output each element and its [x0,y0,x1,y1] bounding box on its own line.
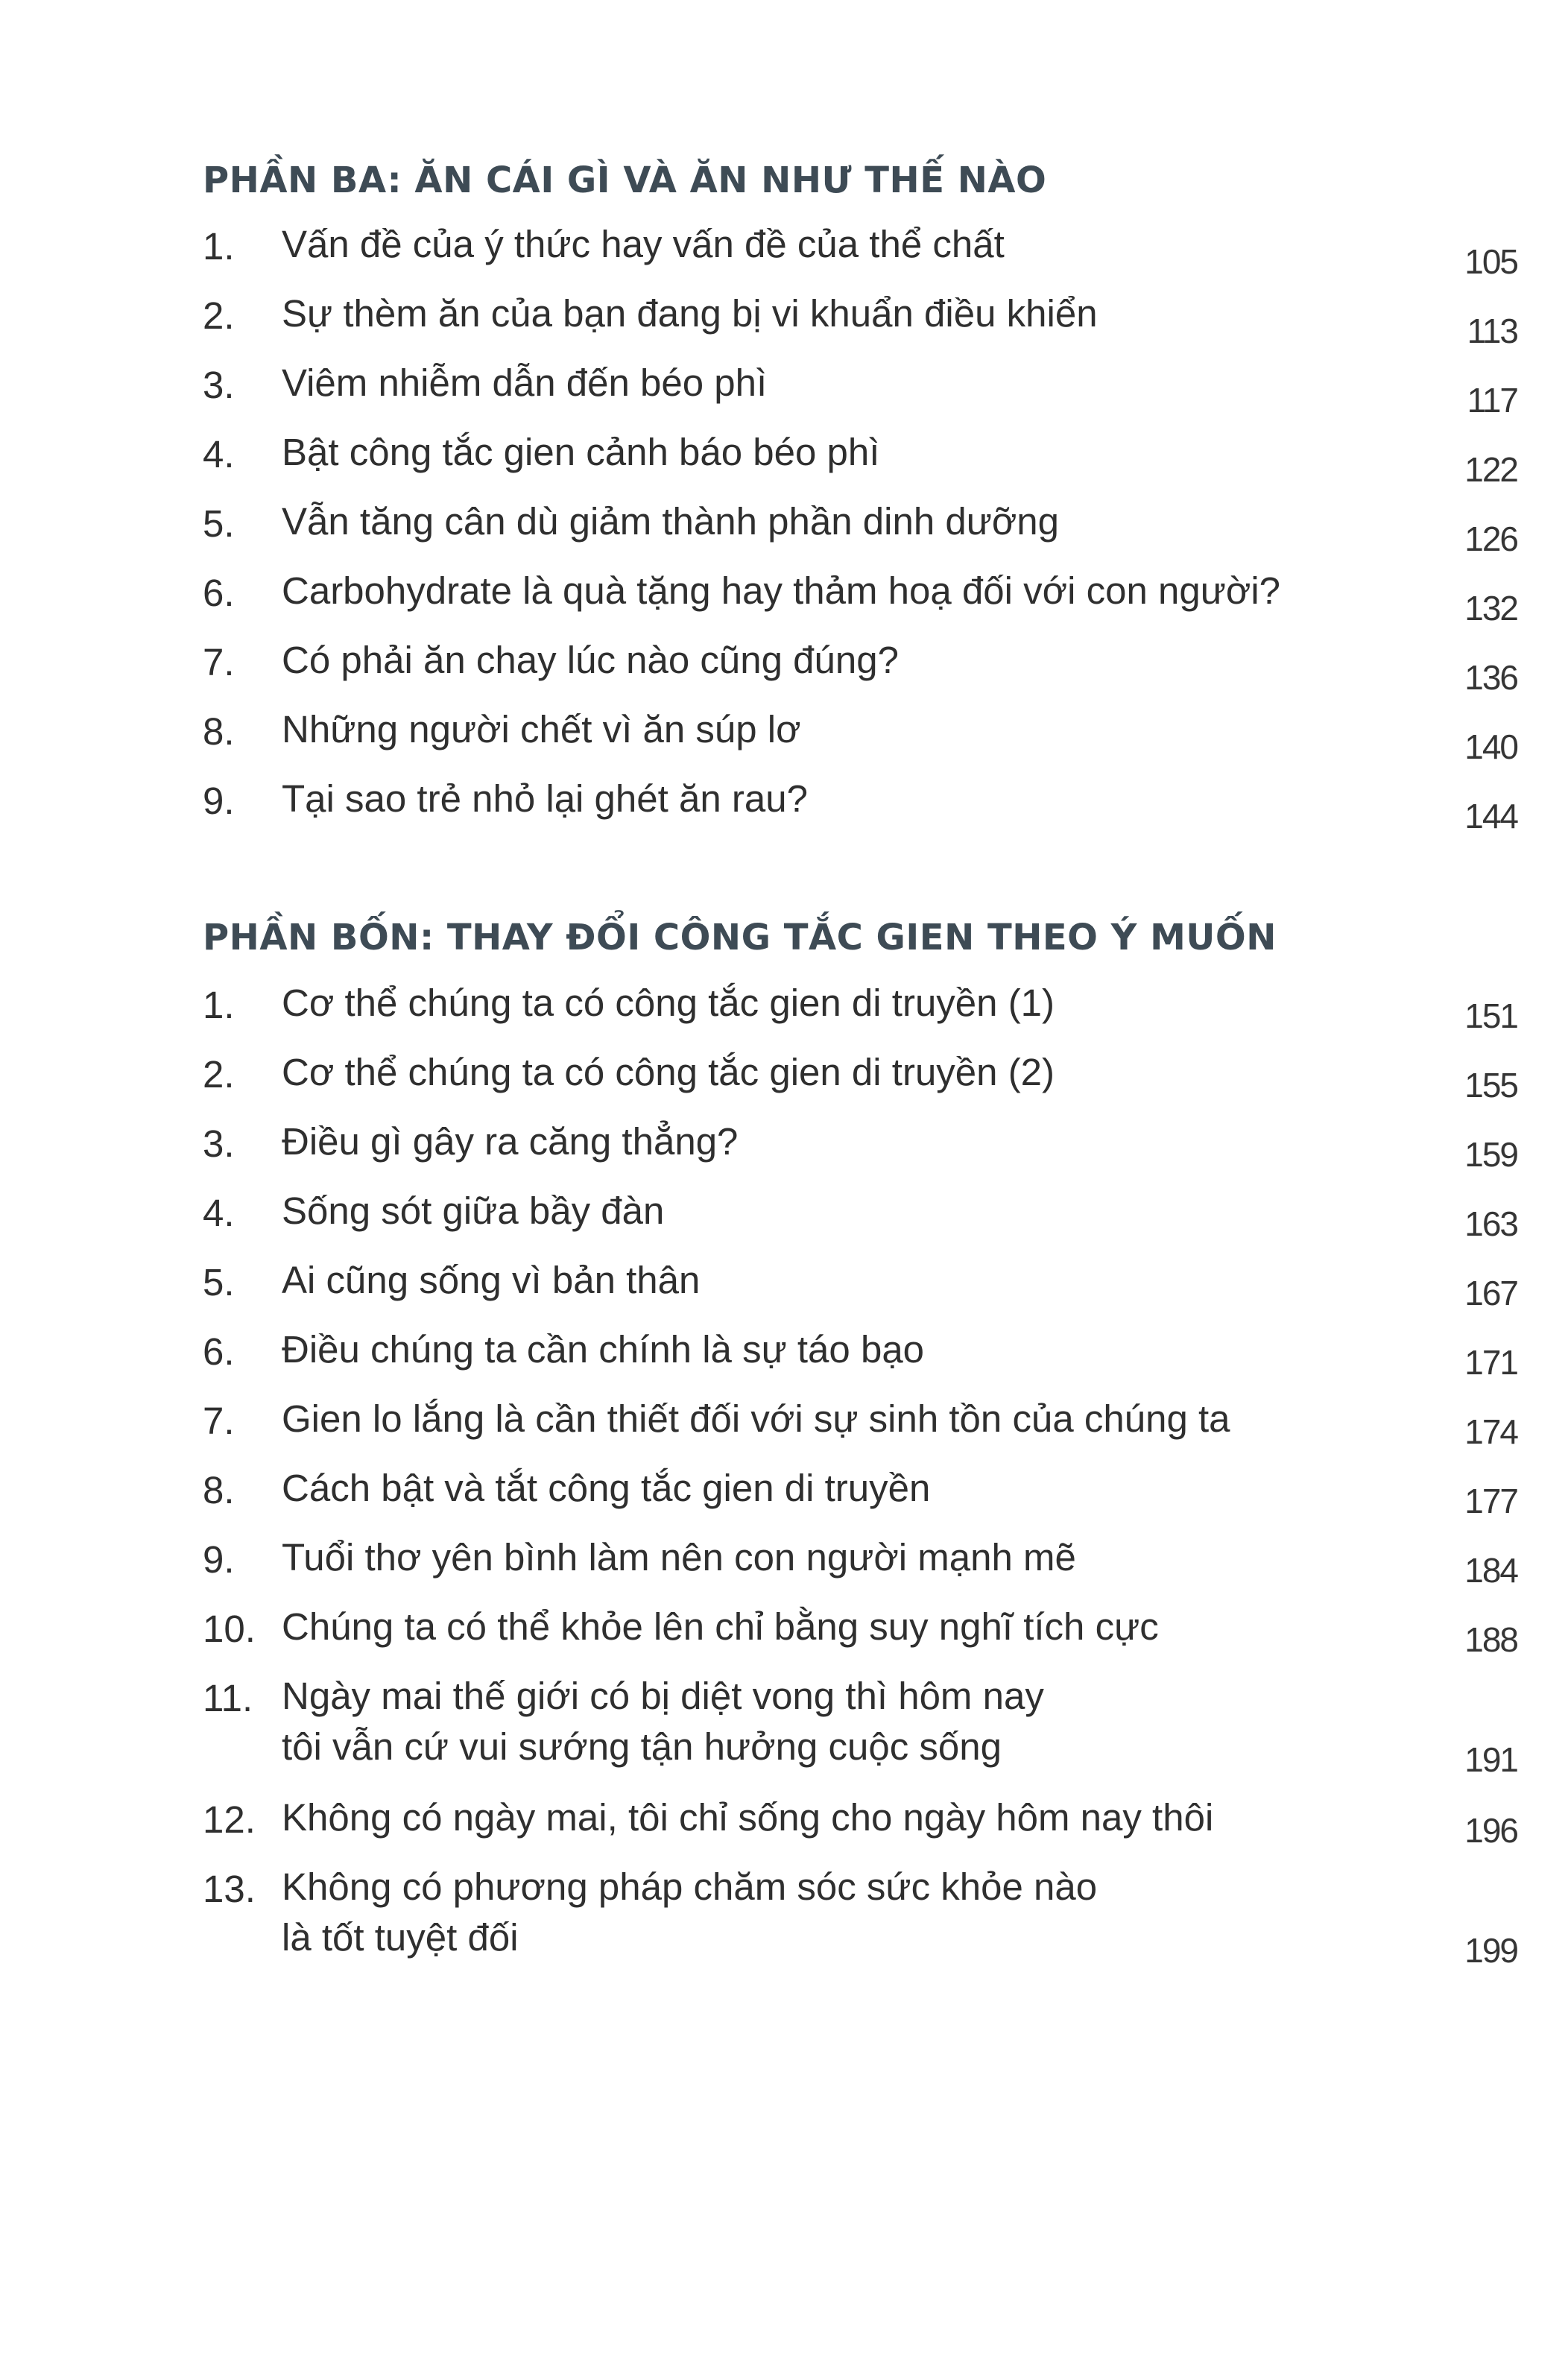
toc-item-title [282,1532,1400,1583]
toc-item [203,700,1544,769]
toc-item-number: 12. [203,1798,256,1841]
toc-item-page: 167 [1464,1274,1517,1312]
toc-item-title [282,1463,1400,1514]
toc-item-line: Chúng ta có thể khỏe lên chỉ bằng suy nghĩ tích cực [282,1605,1159,1648]
toc-item [203,1528,1544,1597]
toc-item-title [282,1324,1400,1375]
toc-item-line: Viêm nhiễm dẫn đến béo phì [282,361,768,404]
toc-item-page: 199 [1464,1931,1517,1970]
toc-item-title [282,978,1400,1028]
toc-item-number: 11. [203,1677,253,1719]
toc-list [203,973,1544,1979]
toc-item-title [282,635,1400,686]
toc-item-line: Ai cũng sống vì bản thân [282,1259,701,1301]
toc-item [203,423,1544,492]
toc-item-title [282,1671,1400,1772]
toc-item-title [282,1186,1400,1236]
toc-item-number: 8. [203,710,235,753]
toc-item-number: 6. [203,572,235,614]
toc-item [203,1857,1544,1979]
toc-item-line: tôi vẫn cứ vui sướng tận hưởng cuộc sống [282,1725,1002,1768]
toc-item-line: Không có ngày mai, tôi chỉ sống cho ngày hôm nay thôi [282,1796,1214,1839]
toc-item-line: Không có phương pháp chăm sóc sức khỏe nào [282,1865,1098,1908]
toc-item-number: 9. [203,1538,235,1581]
toc-item-page: 163 [1464,1204,1517,1243]
toc-item-line: Điều chúng ta cần chính là sự táo bạo [282,1328,925,1371]
toc-item-number: 3. [203,364,235,406]
toc-item [203,631,1544,700]
toc-item-number: 5. [203,1261,235,1304]
toc-item-number: 2. [203,294,235,337]
toc-item-page: 151 [1464,996,1517,1035]
toc-item-page: 126 [1464,519,1517,558]
toc-item-line: Cơ thể chúng ta có công tắc gien di truyền (1) [282,982,1055,1024]
toc-item-title [282,427,1400,478]
toc-item-line: Tuổi thơ yên bình làm nên con người mạnh mẽ [282,1536,1076,1579]
toc-item-title [282,1116,1400,1167]
toc-item [203,353,1544,423]
toc-item-title [282,358,1400,408]
toc-item-page: 117 [1467,381,1517,420]
toc-item-page: 188 [1464,1620,1517,1659]
toc-item-page: 191 [1464,1740,1517,1779]
toc-item [203,215,1544,284]
toc-item-line: Có phải ăn chay lúc nào cũng đúng? [282,639,899,681]
toc-item-title [282,288,1400,339]
toc-item-line: Carbohydrate là quà tặng hay thảm hoạ đối với con người? [282,569,1281,612]
toc-item-page: 136 [1464,658,1517,697]
toc-item-number: 9. [203,780,235,822]
toc-item-line: Sống sót giữa bầy đàn [282,1189,665,1232]
toc-item-page: 196 [1464,1811,1517,1850]
toc-item-page: 113 [1467,312,1517,350]
toc-item [203,492,1544,561]
toc-item [203,1389,1544,1459]
toc-item-title [282,704,1400,755]
toc-item-title [282,1047,1400,1098]
toc-item [203,1112,1544,1181]
toc-item-title [282,566,1400,616]
toc-item [203,1043,1544,1112]
toc-item [203,1788,1544,1857]
toc-item-number: 6. [203,1330,235,1373]
toc-item-number: 5. [203,502,235,545]
toc-item-page: 144 [1464,797,1517,835]
toc-item-line: Ngày mai thế giới có bị diệt vong thì hôm nay [282,1675,1044,1717]
toc-item-title [282,1862,1400,1963]
toc-item-number: 2. [203,1053,235,1096]
toc-item-title [282,219,1400,270]
toc-item [203,1320,1544,1389]
toc-item-number: 4. [203,433,235,475]
toc-item-title [282,1394,1400,1444]
toc-item-page: 174 [1464,1412,1517,1451]
toc-item-page: 155 [1464,1066,1517,1105]
toc-item-line: Tại sao trẻ nhỏ lại ghét ăn rau? [282,777,808,820]
toc-item [203,1666,1544,1788]
toc-item-page: 122 [1464,450,1517,489]
toc-item-page: 177 [1464,1482,1517,1520]
section-part-four [203,914,1544,1979]
toc-list [203,215,1544,838]
toc-item-line: Bật công tắc gien cảnh báo béo phì [282,431,880,473]
toc-item-line: Vấn đề của ý thức hay vấn đề của thể chất [282,223,1005,265]
toc-item [203,1459,1544,1528]
toc-item [203,973,1544,1043]
toc-item [203,769,1544,838]
toc-item-line: Cơ thể chúng ta có công tắc gien di truyền (2) [282,1051,1055,1093]
toc-item-number: 1. [203,225,235,268]
toc-item-line: Vẫn tăng cân dù giảm thành phần dinh dưỡng [282,500,1060,543]
toc-item-title [282,774,1400,824]
toc-item-title [282,496,1400,547]
section-part-three [203,157,1544,838]
toc-item-number: 3. [203,1122,235,1165]
section-title: PHẦN BA: ĂN CÁI GÌ VÀ ĂN NHƯ THẾ NÀO [203,159,1047,201]
toc-item-page: 171 [1464,1343,1517,1382]
toc-item-page: 140 [1464,727,1517,766]
section-title: PHẦN BỐN: THAY ĐỔI CÔNG TẮC GIEN THEO Ý MUỐN [203,917,1277,958]
toc-item-number: 10. [203,1608,256,1650]
toc-item-number: 13. [203,1868,256,1910]
toc-item-title [282,1602,1400,1652]
toc-item-line: Những người chết vì ăn súp lơ [282,708,801,750]
toc-item-page: 105 [1464,242,1517,281]
toc-item-title [282,1255,1400,1306]
toc-item-page: 184 [1464,1551,1517,1590]
toc-item-number: 4. [203,1192,235,1234]
toc-item-line: Cách bật và tắt công tắc gien di truyền [282,1467,931,1509]
toc-item-number: 1. [203,984,235,1026]
toc-item-number: 7. [203,1400,235,1442]
toc-item [203,1597,1544,1666]
toc-item-line: là tốt tuyệt đối [282,1916,519,1959]
toc-item [203,1181,1544,1251]
toc-item-page: 132 [1464,589,1517,628]
toc-item-number: 8. [203,1469,235,1511]
toc-item [203,284,1544,353]
toc-item-line: Gien lo lắng là cần thiết đối với sự sinh tồn của chúng ta [282,1397,1230,1440]
toc-item-line: Sự thèm ăn của bạn đang bị vi khuẩn điều khiển [282,292,1098,335]
toc-item [203,1251,1544,1320]
toc-item-number: 7. [203,641,235,683]
toc-item-title [282,1792,1400,1843]
toc-item-page: 159 [1464,1135,1517,1174]
toc-item-line: Điều gì gây ra căng thẳng? [282,1120,739,1163]
toc-item [203,561,1544,631]
